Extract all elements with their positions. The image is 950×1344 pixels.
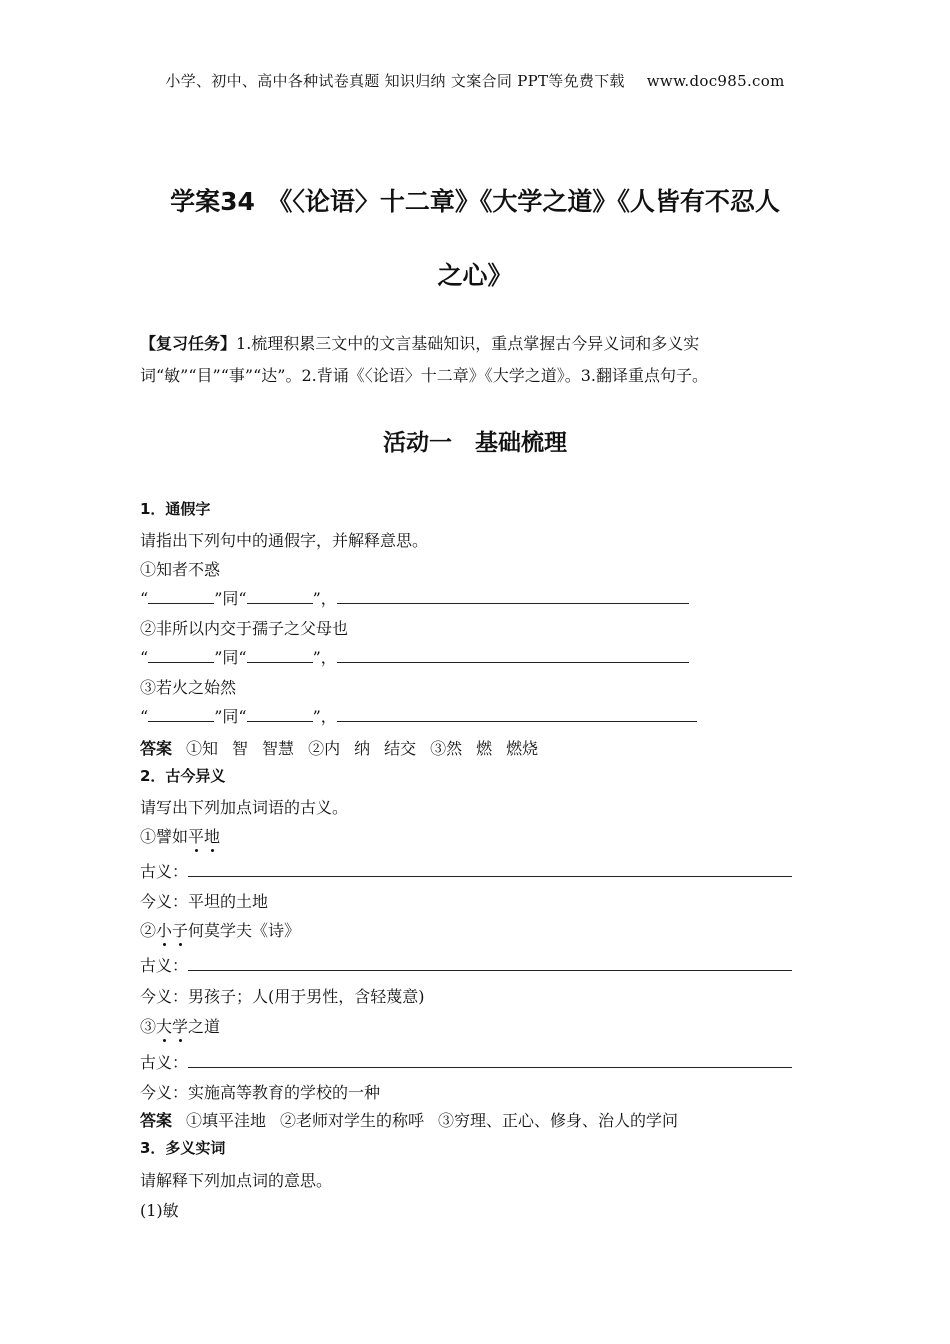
tongjiazi-sentence-2: ②非所以内交于孺子之父母也: [140, 619, 349, 638]
answer-row-1: 答案 ①知 智 智慧 ②内 纳 结交 ③然 燃 燃烧: [140, 739, 539, 758]
fill-blank[interactable]: [148, 648, 214, 663]
activity-title: 活动一 基础梳理: [383, 430, 567, 456]
ancient-meaning-row-2: 古义：: [140, 953, 792, 976]
tongjiazi-blank-row-2: “ ”同“ ”，: [140, 645, 689, 668]
section-instruction: 请指出下列句中的通假字，并解释意思。: [140, 531, 429, 550]
header-text: 小学、初中、高中各种试卷真题 知识归纳 文案合同 PPT等免费下载: [165, 72, 625, 90]
modern-meaning-3: 今义：实施高等教育的学校的一种: [140, 1083, 381, 1102]
modern-meaning-1: 今义：平坦的土地: [140, 892, 269, 911]
fill-blank[interactable]: [337, 707, 697, 722]
header-site: www.doc985.com: [646, 72, 785, 90]
fill-blank[interactable]: [148, 589, 214, 604]
dotted-word: 大: [156, 1017, 173, 1036]
dotted-word: 平: [188, 827, 205, 846]
fill-blank[interactable]: [148, 707, 214, 722]
ancient-meaning-row-1: 古义：: [140, 859, 792, 882]
section-heading-duoyishici: 3．多义实词: [140, 1139, 226, 1157]
review-task: [140, 328, 810, 392]
fill-blank[interactable]: [188, 956, 792, 971]
dotted-word: 子: [172, 921, 189, 940]
gujin-sentence-2: ②小子何莫学夫《诗》: [140, 921, 301, 940]
gujin-sentence-3: ③大学之道: [140, 1017, 221, 1036]
fill-blank[interactable]: [188, 862, 792, 877]
fill-blank[interactable]: [337, 648, 689, 663]
fill-blank[interactable]: [337, 589, 689, 604]
section-instruction: 请写出下列加点词语的古义。: [140, 798, 349, 817]
fill-blank[interactable]: [247, 589, 313, 604]
fill-blank[interactable]: [247, 648, 313, 663]
section-instruction: 请解释下列加点词的意思。: [140, 1171, 333, 1190]
dotted-word: 地: [204, 827, 221, 846]
page-title-line1: 学案34 《〈论语〉十二章》《大学之道》《人皆有不忍人: [170, 187, 780, 216]
gujin-sentence-1: ①譬如平地: [140, 827, 221, 846]
tongjiazi-blank-row-3: “ ”同“ ”，: [140, 704, 697, 727]
section-heading-gujinyiyi: 2．古今异义: [140, 767, 226, 785]
review-task-label: 【复习任务】: [140, 334, 237, 353]
page-header: [0, 70, 950, 91]
tongjiazi-sentence-1: ①知者不惑: [140, 560, 221, 579]
duoyi-item-1: (1)敏: [140, 1201, 179, 1220]
answer-row-2: 答案 ①填平洼地 ②老师对学生的称呼 ③穷理、正心、修身、治人的学问: [140, 1111, 679, 1130]
ancient-meaning-row-3: 古义：: [140, 1050, 792, 1073]
answer-label: 答案: [140, 739, 173, 758]
answer-label: 答案: [140, 1111, 173, 1130]
fill-blank[interactable]: [188, 1053, 792, 1068]
section-heading-tongjiazi: 1．通假字: [140, 500, 211, 518]
review-task-text: 1.梳理积累三文中的文言基础知识，重点掌握古今异义词和多义实词“敏”“目”“事”“达”。2.背诵《〈论语〉十二章》《大学之道》。3.翻译重点句子。: [140, 334, 708, 385]
tongjiazi-blank-row-1: “ ”同“ ”，: [140, 586, 689, 609]
dotted-word: 学: [172, 1017, 189, 1036]
tongjiazi-sentence-3: ③若火之始然: [140, 678, 237, 697]
modern-meaning-2: 今义：男孩子；人(用于男性，含轻蔑意): [140, 987, 425, 1006]
fill-blank[interactable]: [247, 707, 313, 722]
dotted-word: 小: [156, 921, 173, 940]
page-title-line2: 之心》: [437, 261, 513, 290]
